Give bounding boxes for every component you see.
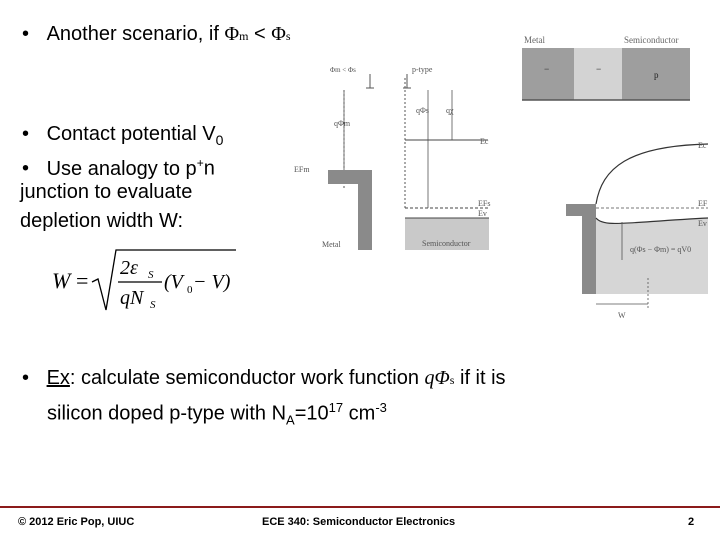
- metal-block: [522, 48, 574, 100]
- na-sub: A: [286, 412, 295, 428]
- ev-right-label: Ev: [698, 219, 707, 228]
- formula-num-sub: S: [148, 269, 154, 281]
- ec-right-label: Ec: [698, 141, 707, 150]
- q-phi-symbol: qΦ: [424, 367, 450, 389]
- ex-text-end: if it is: [454, 367, 506, 389]
- bullet-marker: •: [22, 157, 30, 180]
- title-bullet-line: [22, 22, 291, 48]
- ex-text: : calculate semiconductor work function: [69, 367, 425, 389]
- qphis-label: qΦs: [416, 106, 429, 115]
- formula-paren-sub: 0: [187, 284, 193, 296]
- bullet-marker: •: [22, 123, 30, 145]
- junction-schematic: [518, 30, 698, 105]
- bullet-marker: •: [22, 23, 30, 45]
- bullet-text: Use analogy to p: [46, 157, 197, 180]
- bullet-marker: •: [22, 367, 30, 389]
- phi-m-symbol: Φm: [224, 23, 249, 45]
- footer-copyright: © 2012 Eric Pop, UIUC: [18, 516, 135, 528]
- bullet-continuation-1: junction to evaluate: [20, 181, 193, 203]
- depletion-charge-minus: −: [596, 64, 602, 74]
- bullet-contact-potential: [22, 122, 223, 152]
- band-diagram-after-contact: [538, 128, 714, 324]
- q-phi-sub: s: [449, 373, 455, 387]
- bullet-text-end: n: [203, 157, 215, 180]
- ex-text-2: silicon doped p-type with N: [47, 402, 287, 425]
- metal-fermi-band: [328, 170, 372, 184]
- metal-charge-minus: −: [544, 64, 550, 74]
- formula-equals: =: [76, 268, 89, 293]
- qchi-label: qχ: [446, 106, 454, 115]
- ef-right-label: EF: [698, 199, 708, 208]
- valence-shade-right: [596, 218, 708, 294]
- metal-body: [358, 184, 372, 250]
- formula-svg: [50, 244, 240, 316]
- metal-band-right: [566, 204, 596, 216]
- exponent-17: 17: [328, 400, 344, 415]
- metal-caption: Metal: [322, 240, 341, 249]
- schematic-semiconductor-label: Semiconductor: [624, 35, 679, 45]
- example-bullet-line-2: [47, 396, 387, 433]
- formula-lhs: W: [52, 268, 71, 293]
- w-label: W: [618, 311, 626, 320]
- formula-paren: (V: [164, 271, 183, 293]
- exponent-minus3: -3: [375, 400, 387, 415]
- ptype-label: p-type: [412, 65, 433, 74]
- footer-page-number: 2: [688, 516, 695, 528]
- ex-equals: =10: [294, 402, 329, 425]
- qphim-label: qΦm: [334, 119, 351, 128]
- schematic-metal-label: Metal: [524, 35, 545, 45]
- ex-label: Ex: [46, 367, 70, 389]
- cm-unit: cm: [343, 402, 376, 425]
- example-bullet-line-1: [22, 366, 506, 392]
- formula-denominator: qN: [120, 287, 144, 309]
- depletion-width-formula: [50, 244, 240, 316]
- slide-footer: [0, 506, 720, 540]
- title-text: Another scenario, if: [46, 23, 225, 45]
- formula-paren-end: − V): [193, 271, 231, 293]
- ev-label: Ev: [478, 209, 487, 218]
- footer-course: ECE 340: Semiconductor Electronics: [262, 516, 456, 528]
- bullet-text: Contact potential V: [46, 123, 216, 145]
- bullet-continuation-2: depletion width W:: [20, 210, 184, 232]
- bullet-subscript: 0: [215, 132, 224, 148]
- ec-label: Ec: [480, 137, 489, 146]
- footer-rule: [0, 506, 720, 508]
- depletion-block: [574, 48, 622, 100]
- less-than: <: [248, 23, 272, 45]
- semiconductor-caption: Semiconductor: [422, 239, 471, 248]
- ec-curve: [596, 144, 708, 204]
- p-region-label: p: [654, 70, 659, 80]
- efs-label: EFs: [478, 199, 491, 208]
- bullet-superscript: +: [196, 156, 204, 170]
- band-diagram-before-contact: [292, 60, 502, 255]
- bullet-analogy: [22, 151, 215, 181]
- phi-s-symbol: Φs: [271, 23, 291, 45]
- qv0-label: q(Φs − Φm) = qV0: [630, 245, 692, 254]
- formula-numerator: 2ε: [120, 257, 138, 279]
- metal-body-right: [582, 216, 596, 294]
- efm-label: EFm: [294, 165, 310, 174]
- formula-den-sub: S: [150, 299, 156, 311]
- phi-comparison-label: Φm < Φs: [330, 66, 356, 74]
